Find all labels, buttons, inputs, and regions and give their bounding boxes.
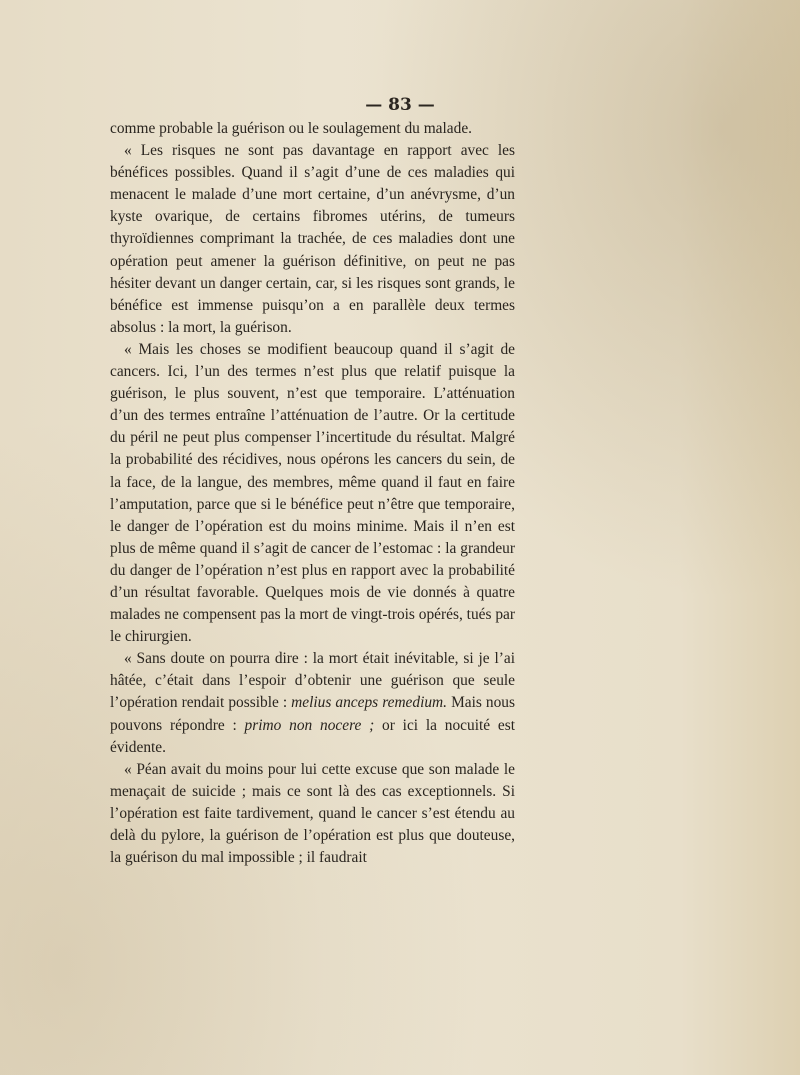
paragraph-4-part-2: Mais nous pouvons répondre : [110,694,515,734]
paragraph-1: comme probable la guérison ou le soulagement du malade. [110,120,472,137]
paragraph-4 [110,648,515,758]
paragraph-5: « Péan avait du moins pour lui cette excuse que son malade le menaçait de suicide ; mais ce sont là des cas exceptionnels. Si l’opération est faite tardivement, quand le cancer s’est étendu au delà du pylore, la guérison de l’opération est plus que douteuse, la guérison du mal impossible ; il faudrait [110,760,515,867]
paragraph-3: « Mais les choses se modifient beaucoup quand il s’agit de cancers. Ici, l’un des termes n’est plus que relatif puisque la guérison, le plus souvent, n’est que temporaire. L’atténuation d’un des termes entraîne l’atténuation de l’autre. Or la certitude du péril ne peut plus compenser l’incertitude du résultat. Malgré la probabilité des récidives, nous opérons les cancers du sein, de la face, de la langue, des membres, même quand il faut en faire l’amputation, parce que si le bénéfice peut n’être que temporaire, le danger de l’opération est du moins minime. Mais il n’en est plus de même quand il s’agit de cancer de l’estomac : la grandeur du danger de l’opération n’est plus en rapport avec la probabilité d’un résultat favorable. Quelques mois de vie donnés à quatre malades ne compensent pas la mort de vingt-trois opérés, tués par le chirurgien. [110,340,515,646]
paragraph-4-latin-2: primo non nocere ; [244,716,375,734]
page-number: — 83 — [365,95,435,115]
body-text [110,118,515,869]
paragraph-2: « Les risques ne sont pas davantage en rapport avec les bénéfices possibles. Quand il s’agit d’une de ces maladies qui menacent le malade d’une mort certaine, d’un anévrysme, d’un kyste ovarique, de certains fibromes utérins, de tumeurs thyroïdiennes comprimant la trachée, de ces maladies dont une opération peut amener la guérison définitive, on peut ne pas hésiter devant un danger certain, car, si les risques sont grands, le bénéfice est immense puisqu’on a en parallèle deux termes absolus : la mort, la guérison. [110,142,515,336]
paragraph-4-part-1: « Sans doute on pourra dire : la mort était inévitable, si je l’ai hâtée, c’était dans l’espoir d’obtenir une guérison que seule l’opération rendait possible : [110,650,515,712]
paragraph-4-part-3: or ici la nocuité est évidente. [110,716,515,756]
paragraph-4-latin-1: melius anceps remedium. [291,694,448,712]
